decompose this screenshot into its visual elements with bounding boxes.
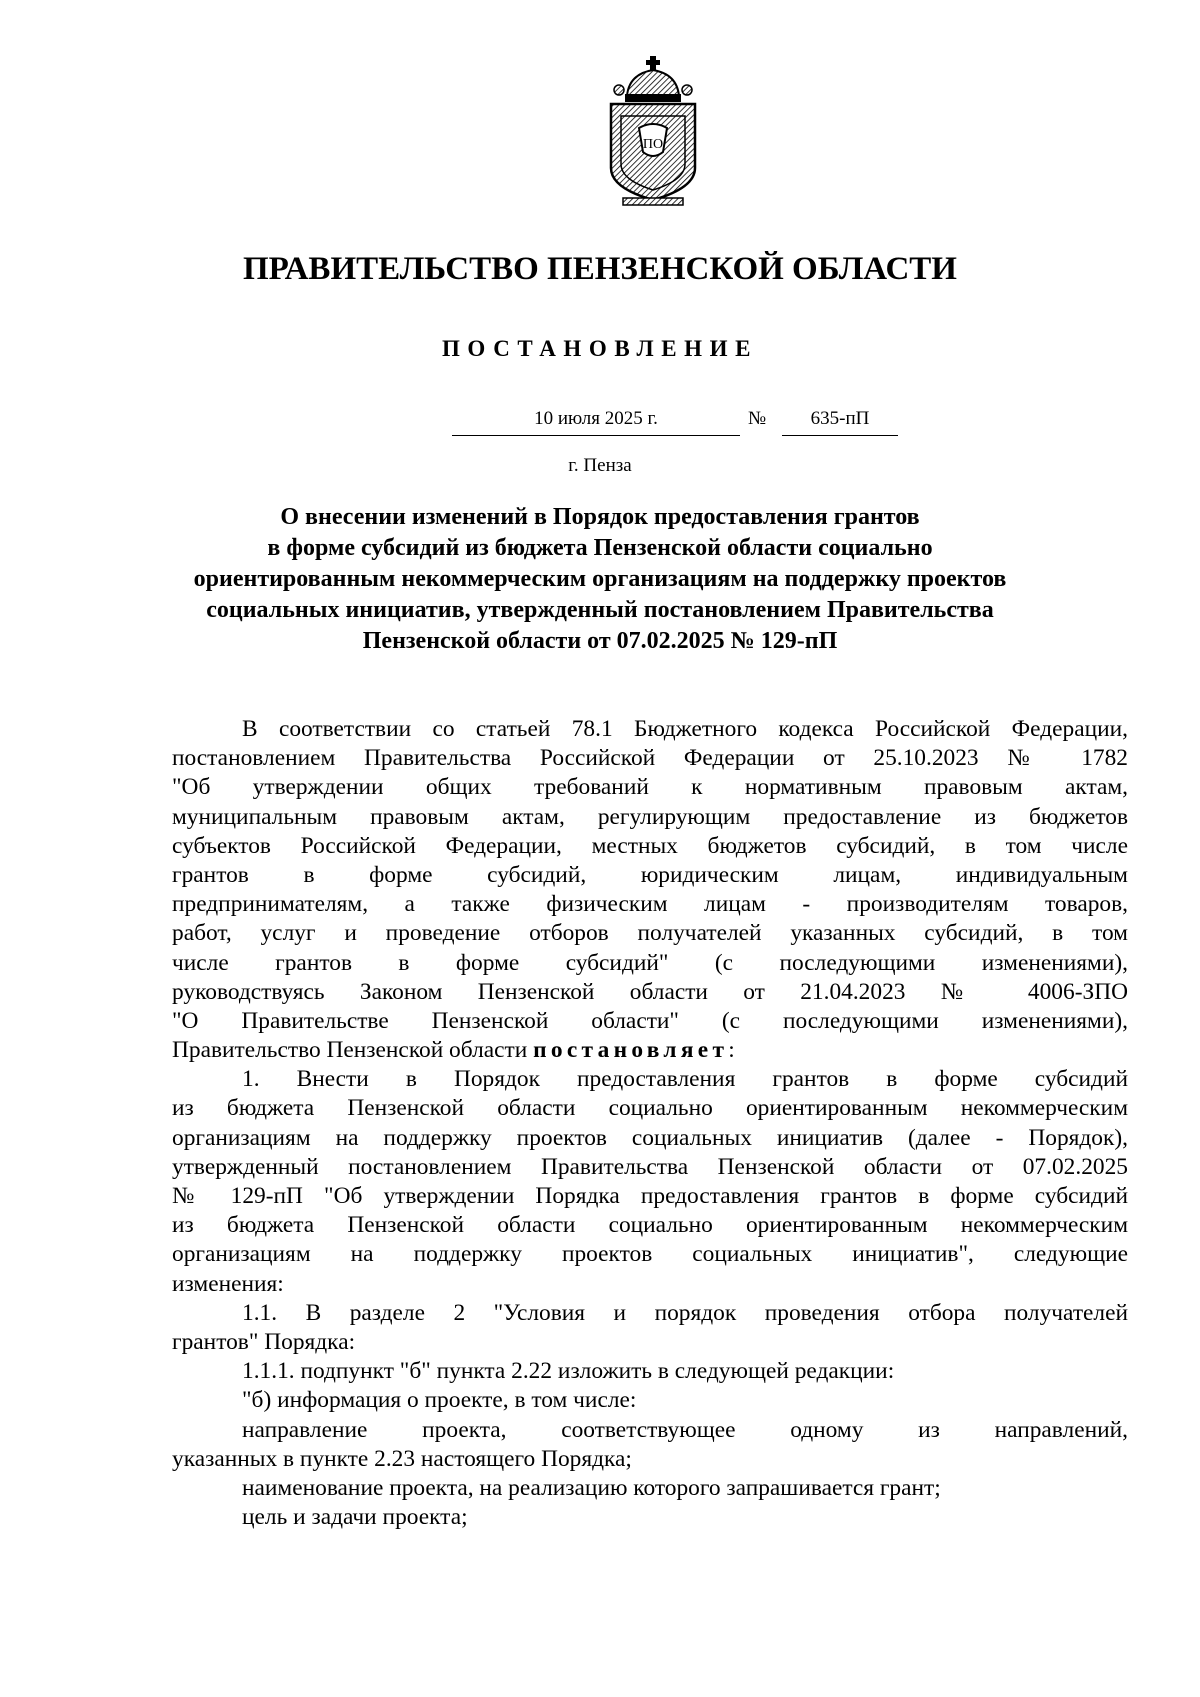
- number-field: 635-пП: [782, 405, 898, 436]
- coat-of-arms-icon: [605, 56, 701, 208]
- document-title: [170, 502, 1030, 657]
- sub-b-line: "б) информация о проекте, в том числе:: [242, 1387, 637, 1414]
- item-1-1-line: 1.1. В разделе 2 "Условия и порядок проведения отбора получателей: [242, 1299, 1128, 1326]
- item-1-line: утвержденный постановлением Правительства Пензенской области от 07.02.2025: [172, 1153, 1128, 1180]
- resolves-line: [172, 1036, 1128, 1065]
- direction-line: указанных в пункте 2.23 настоящего Порядка;: [172, 1445, 632, 1472]
- date-field: 10 июля 2025 г.: [452, 405, 740, 436]
- document-type: ПОСТАНОВЛЕНИЕ: [441, 336, 759, 361]
- item-1-line: организациям на поддержку проектов социальных инициатив", следующие: [172, 1241, 1128, 1268]
- item-1-1-line: грантов" Порядка:: [172, 1328, 356, 1355]
- title-line: О внесении изменений в Порядок предоставления грантов: [280, 504, 920, 530]
- preamble-line: грантов в форме субсидий, юридическим лицам, индивидуальным: [172, 861, 1128, 888]
- preamble-line: В соответствии со статьей 78.1 Бюджетного кодекса Российской Федерации,: [242, 716, 1128, 742]
- resolves-prefix: Правительство Пензенской области: [172, 1037, 534, 1064]
- direction-line: направление проекта, соответствующее одному из направлений,: [242, 1416, 1128, 1443]
- preamble-line: руководствуясь Законом Пензенской области от 21.04.2023 № 4006-ЗПО: [172, 978, 1128, 1005]
- government-name: ПРАВИТЕЛЬСТВО ПЕНЗЕНСКОЙ ОБЛАСТИ: [243, 251, 957, 287]
- project-name-line: наименование проекта, на реализацию которого запрашивается грант;: [242, 1474, 941, 1501]
- resolves-word: постановляет: [533, 1037, 729, 1064]
- preamble-line: "О Правительстве Пензенской области" (с последующими изменениями),: [172, 1007, 1128, 1034]
- item-1-line: организациям на поддержку проектов социальных инициатив (далее - Порядок),: [172, 1124, 1128, 1151]
- date-number-line: [0, 405, 1200, 439]
- title-line: ориентированным некоммерческим организациям на поддержку проектов: [193, 566, 1007, 592]
- item-1-line: 1. Внести в Порядок предоставления грантов в форме субсидий: [242, 1066, 1128, 1093]
- title-line: в форме субсидий из бюджета Пензенской области социально: [267, 535, 933, 561]
- city: г. Пенза: [568, 455, 632, 476]
- title-line: Пензенской области от 07.02.2025 № 129-пП: [362, 628, 838, 654]
- preamble-line: "Об утверждении общих требований к нормативным правовым актам,: [172, 774, 1128, 801]
- item-1-line: из бюджета Пензенской области социально ориентированным некоммерческим: [172, 1212, 1128, 1239]
- item-1-line: № 129-пП "Об утверждении Порядка предоставления грантов в форме субсидий: [172, 1183, 1128, 1209]
- svg-text:ПО: ПО: [642, 137, 664, 152]
- item-1-1-1-line: 1.1.1. подпункт "б" пункта 2.22 изложить в следующей редакции:: [242, 1358, 895, 1385]
- item-1-line: изменения:: [172, 1270, 284, 1297]
- title-line: социальных инициатив, утвержденный постановлением Правительства: [206, 597, 994, 623]
- item-1-line: из бюджета Пензенской области социально ориентированным некоммерческим: [172, 1095, 1128, 1122]
- number-sign: №: [748, 408, 767, 429]
- preamble-line: муниципальным правовым актам, регулирующим предоставление из бюджетов: [172, 803, 1128, 830]
- resolves-suffix: :: [728, 1037, 735, 1064]
- preamble-line: субъектов Российской Федерации, местных бюджетов субсидий, в том числе: [172, 832, 1128, 859]
- preamble-line: постановлением Правительства Российской Федерации от 25.10.2023 № 1782: [172, 745, 1128, 772]
- preamble-line: работ, услуг и проведение отборов получателей указанных субсидий, в том: [172, 920, 1128, 947]
- preamble-line: числе грантов в форме субсидий" (с последующими изменениями),: [172, 949, 1128, 976]
- preamble-line: предпринимателям, а также физическим лицам - производителям товаров,: [172, 891, 1128, 918]
- project-goal-line: цель и задачи проекта;: [242, 1504, 468, 1531]
- document-body: [172, 715, 1128, 1532]
